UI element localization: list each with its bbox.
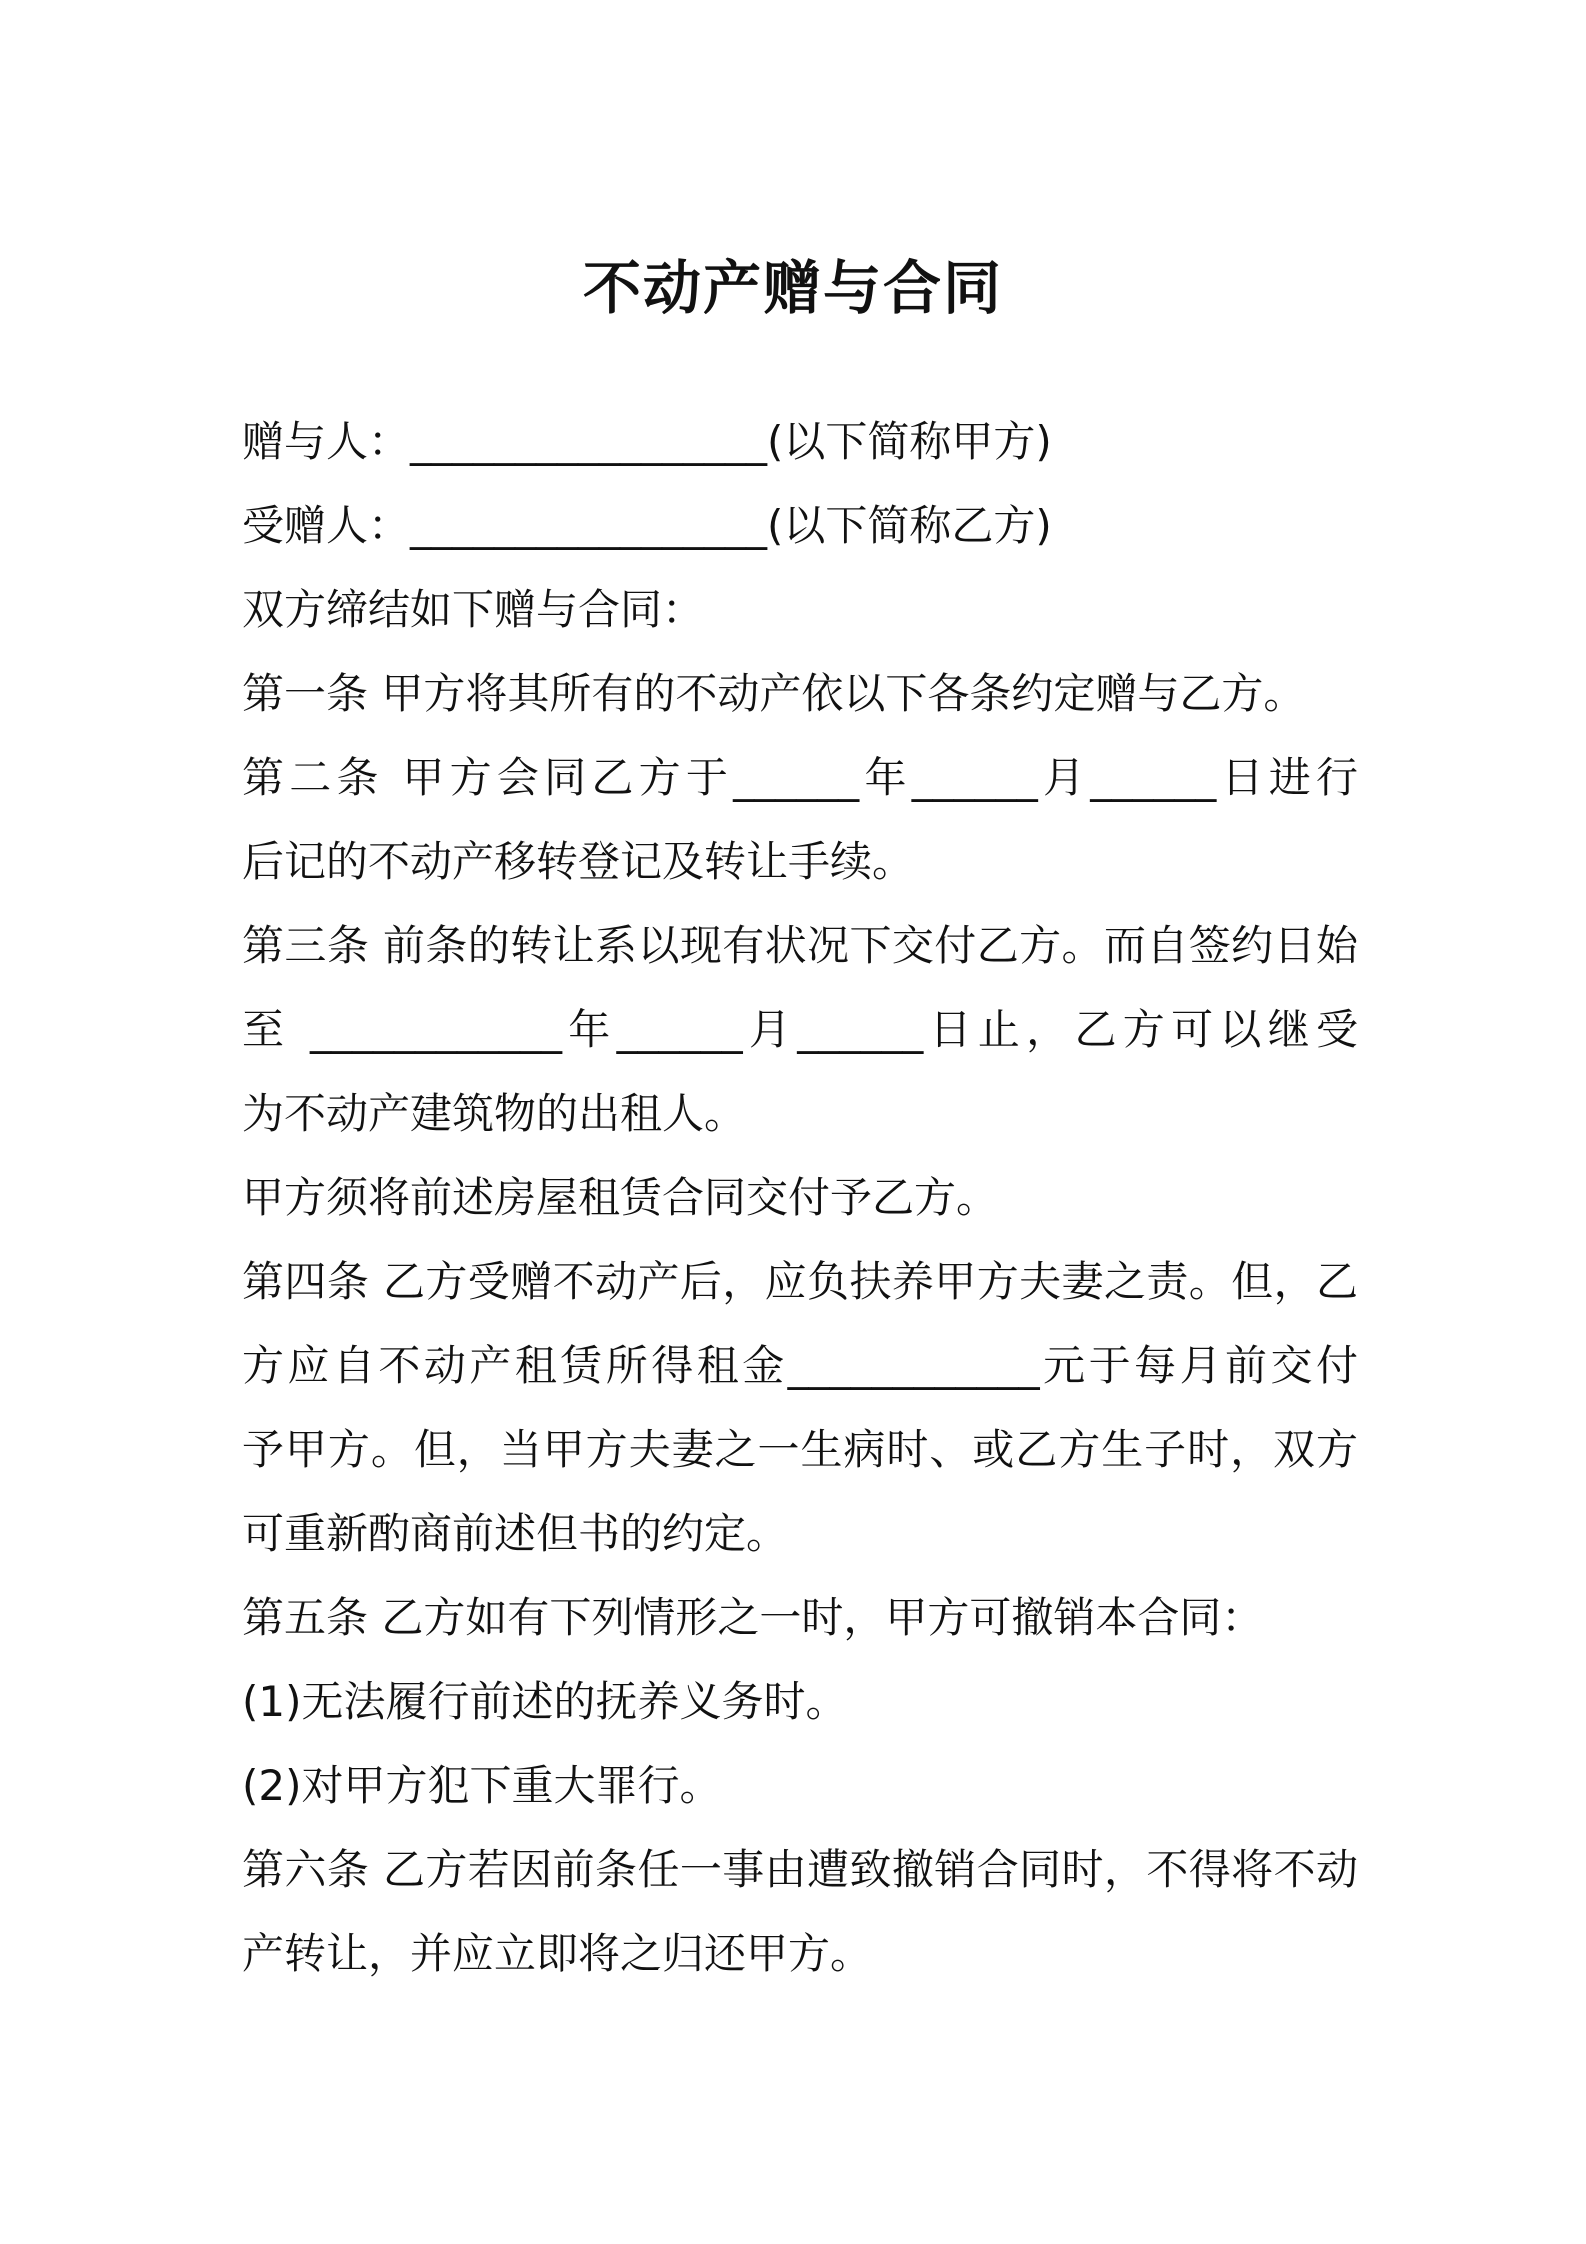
article-6-line-2: 产转让，并应立即将之归还甲方。: [242, 1929, 873, 1978]
donor-line: 赠与人：_________________(以下简称甲方): [242, 417, 1052, 466]
lease-transfer-line: 甲方须将前述房屋租赁合同交付予乙方。: [242, 1173, 999, 1222]
article-4-line-3: 予甲方。但，当甲方夫妻之一生病时、或乙方生子时，双方: [242, 1425, 1358, 1474]
article-2-line-1: 第二条 甲方会同乙方于______年______月______日进行: [242, 753, 1358, 802]
article-2-line-2: 后记的不动产移转登记及转让手续。: [242, 837, 915, 886]
article-3-line-1: 第三条 前条的转让系以现有状况下交付乙方。而自签约日始: [242, 921, 1358, 970]
article-4-line-1: 第四条 乙方受赠不动产后，应负扶养甲方夫妻之责。但，乙: [242, 1257, 1358, 1306]
article-3-line-2: 至 ____________年______月______日止，乙方可以继受: [242, 1005, 1358, 1054]
article-5-line: 第五条 乙方如有下列情形之一时，甲方可撤销本合同：: [242, 1593, 1264, 1642]
document-title: 不动产赠与合同: [582, 254, 1003, 322]
article-4-line-2: 方应自不动产租赁所得租金____________元于每月前交付: [242, 1341, 1358, 1390]
donee-line: 受赠人：_________________(以下简称乙方): [242, 501, 1052, 550]
article-6-line-1: 第六条 乙方若因前条任一事由遭致撤销合同时，不得将不动: [242, 1845, 1358, 1894]
contract-body: [242, 400, 1358, 1996]
preamble-line: 双方缔结如下赠与合同：: [242, 585, 705, 634]
article-3-line-3: 为不动产建筑物的出租人。: [242, 1089, 747, 1138]
article-4-line-4: 可重新酌商前述但书的约定。: [242, 1509, 789, 1558]
article-5-item-2: (2)对甲方犯下重大罪行。: [242, 1761, 722, 1810]
article-5-item-1: (1)无法履行前述的抚养义务时。: [242, 1677, 848, 1726]
article-1-line: 第一条 甲方将其所有的不动产依以下各条约定赠与乙方。: [242, 669, 1306, 718]
